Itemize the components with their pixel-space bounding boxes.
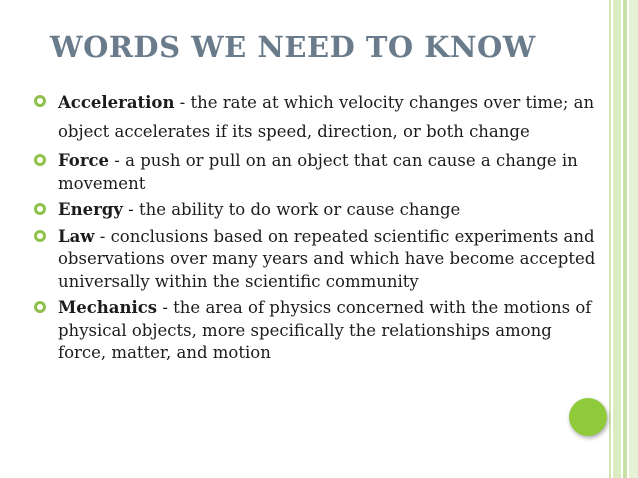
bullet-item-mechanics [24, 297, 599, 365]
definition: - conclusions based on repeated scientific experiments and observations over many years and which have become accepted universally within the scientific community [58, 226, 596, 291]
definition: - the ability to do work or cause change [122, 200, 461, 219]
decorative-stripe [609, 0, 611, 478]
bullet-text [58, 150, 599, 195]
decorative-stripe [623, 0, 627, 478]
term: Energy [58, 200, 123, 219]
ring-bullet-icon [34, 95, 46, 107]
decorative-stripe [613, 0, 621, 478]
definition: - the rate at which velocity changes over time; an object accelerates if its speed, direction, or both change [58, 93, 595, 141]
slide-title: WORDS WE NEED TO KNOW [50, 30, 536, 64]
green-circle-icon [569, 398, 607, 436]
bullet-text [58, 226, 599, 294]
definition: - a push or pull on an object that can cause a change in movement [58, 151, 578, 193]
ring-bullet-icon [34, 230, 46, 242]
ring-bullet-icon [34, 203, 46, 215]
ring-bullet-icon [34, 301, 46, 313]
term: Mechanics [58, 298, 158, 317]
bullet-text [58, 199, 599, 222]
decorative-stripe [629, 0, 638, 478]
ring-bullet-icon [34, 154, 46, 166]
bullet-text [58, 88, 599, 146]
bullet-item-energy [24, 199, 599, 222]
bullet-text [58, 297, 599, 365]
bullet-list [24, 88, 599, 369]
term: Law [58, 226, 95, 246]
term: Acceleration [58, 93, 175, 112]
bullet-item-force [24, 150, 599, 195]
bullet-item-acceleration [24, 88, 599, 146]
bullet-item-law [24, 226, 599, 294]
definition: - the area of physics concerned with the motions of physical objects, more specifically the relationships among force, matter, and motion [58, 298, 592, 362]
term: Force [58, 151, 110, 170]
